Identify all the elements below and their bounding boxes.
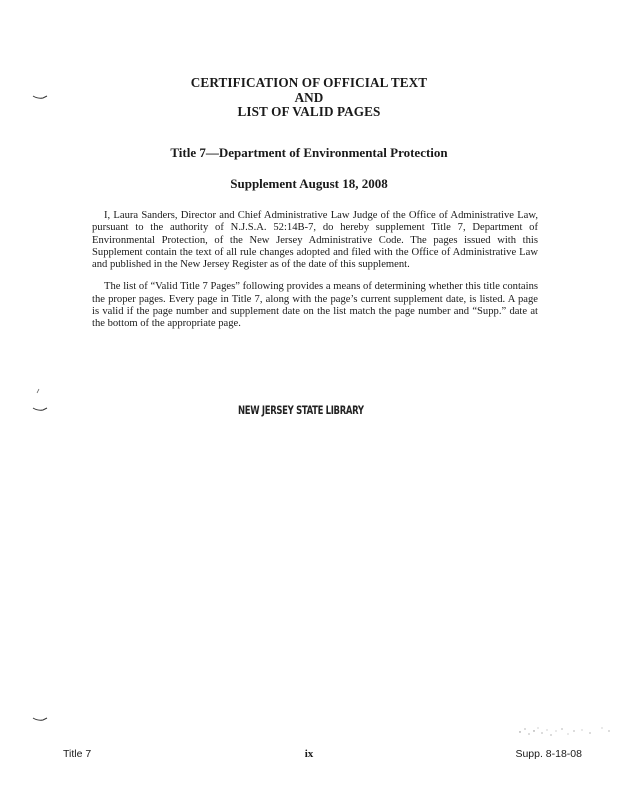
punch-mark-icon (32, 717, 48, 722)
valid-pages-paragraph: The list of “Valid Title 7 Pages” following provides a means of determining whether this title contains the proper pages. Every page in Title 7, along with the page’s current supplement date, is listed. A page is valid if the page number and supplement date on the list match the page number and “Supp.” date at the bottom of the appropriate page. (92, 281, 538, 330)
footer-page-number: ix (304, 748, 314, 760)
scan-noise-icon (516, 722, 616, 742)
certification-paragraph: I, Laura Sanders, Director and Chief Administrative Law Judge of the Office of Administrative Law, pursuant to the authority of N.J.S.A. 52:14B-7, do hereby supplement Title 7, Department of Environmental Protection, of the New Jersey Administrative Code. The pages issued with this Supplement contain the text of all rule changes adopted and filed with the Office of Administrative Law and published in the New Jersey Register as of the date of this supplement. (92, 210, 538, 271)
library-stamp: NEW JERSEY STATE LIBRARY (238, 403, 364, 417)
speck-mark-icon (36, 388, 40, 394)
title-heading: Title 7—Department of Environmental Protection (170, 145, 448, 160)
body-text (92, 210, 538, 341)
footer-supplement-date: Supp. 8-18-08 (515, 748, 582, 760)
punch-mark-icon (32, 95, 48, 100)
footer-title: Title 7 (63, 748, 92, 760)
heading-line-2: AND (294, 89, 324, 105)
certification-heading (0, 76, 618, 120)
supplement-date-heading: Supplement August 18, 2008 (230, 176, 388, 191)
heading-line-3: LIST OF VALID PAGES (237, 104, 381, 119)
heading-line-1: CERTIFICATION OF OFFICIAL TEXT (190, 75, 428, 90)
punch-mark-icon (32, 407, 48, 412)
